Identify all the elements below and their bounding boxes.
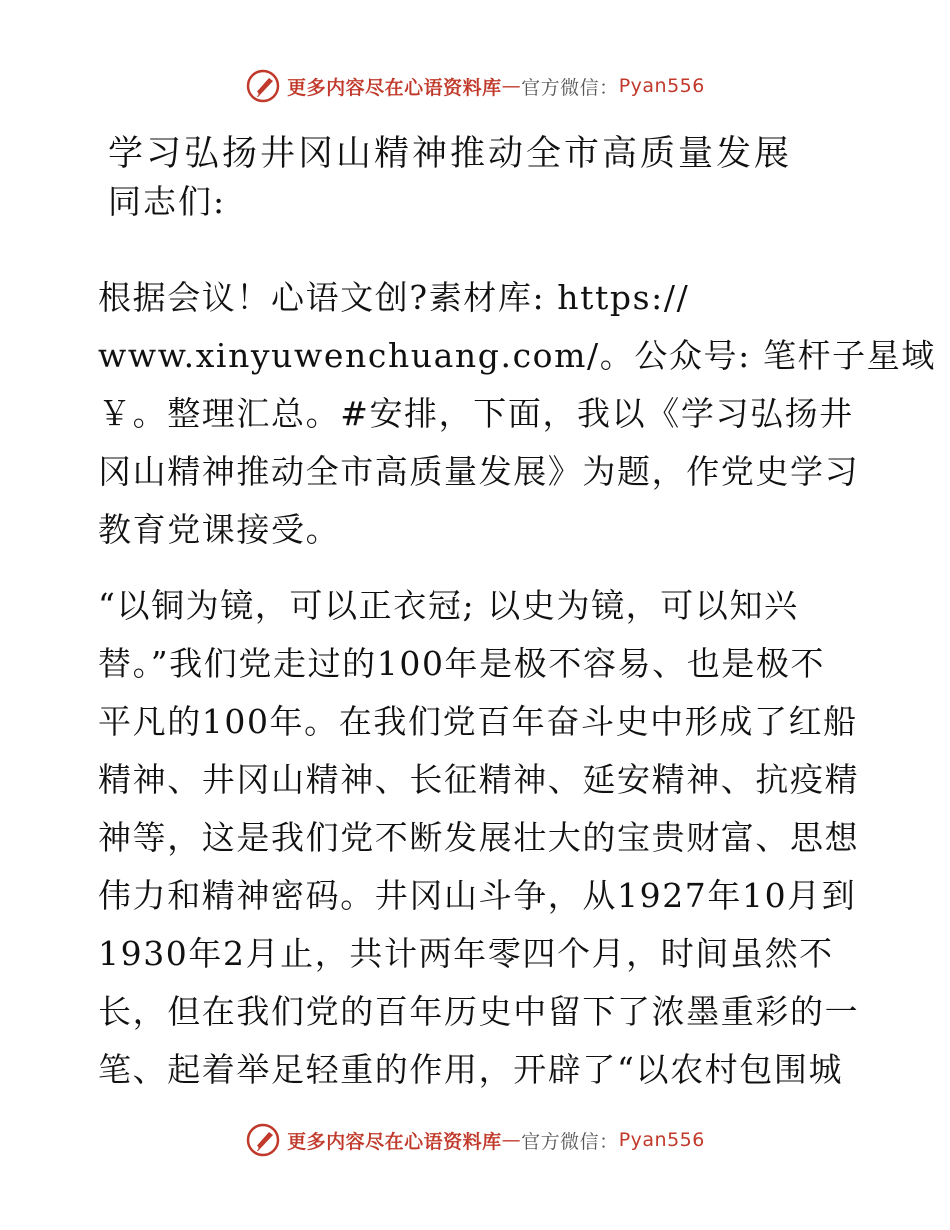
paragraph-1-line: www.xinyuwenchuang.com/。公众号: 笔杆子星域 xyxy=(98,336,936,375)
paragraph-2-line: 1930年2月止，共计两年零四个月，时间虽然不 xyxy=(98,934,834,973)
paragraph-1-line: 冈山精神推动全市高质量发展》为题，作党史学习 xyxy=(98,452,860,491)
paragraph-2-line: 神等，这是我们党不断发展壮大的宝贵财富、思想 xyxy=(98,818,860,857)
document-title: 学习弘扬井冈山精神推动全市高质量发展 xyxy=(108,134,793,174)
watermark-text: 更多内容尽在心语资料库 xyxy=(287,76,502,99)
watermark-separator: — xyxy=(501,1129,522,1151)
watermark-wechat-label: 官方微信： xyxy=(521,1130,619,1153)
watermark-wechat-id: Pyan556 xyxy=(618,75,705,97)
watermark-wechat-label: 官方微信： xyxy=(521,76,619,99)
paragraph-1-line: 根据会议！心语文创?素材库: https:// xyxy=(98,278,690,317)
paragraph-2-line: 笔、起着举足轻重的作用，开辟了“以农村包围城 xyxy=(98,1050,844,1089)
paragraph-2-line: 长，但在我们党的百年历史中留下了浓墨重彩的一 xyxy=(98,992,860,1031)
paragraph-2-line: 替。”我们党走过的100年是极不容易、也是极不 xyxy=(98,644,826,683)
pen-logo-icon xyxy=(245,1122,281,1158)
pen-logo-icon xyxy=(245,68,281,104)
watermark-wechat-id: Pyan556 xyxy=(618,1129,705,1151)
watermark-text: 更多内容尽在心语资料库 xyxy=(287,1130,502,1153)
paragraph-2-line: “以铜为镜，可以正衣冠; 以史为镜，可以知兴 xyxy=(98,586,799,625)
paragraph-2-line: 精神、井冈山精神、长征精神、延安精神、抗疫精 xyxy=(98,760,860,799)
paragraph-1-line: ￥。整理汇总。#安排，下面，我以《学习弘扬井 xyxy=(98,394,854,433)
paragraph-1-line: 教育党课接受。 xyxy=(98,510,341,549)
paragraph-2-line: 平凡的100年。在我们党百年奋斗史中形成了红船 xyxy=(98,702,858,741)
watermark-separator: — xyxy=(501,75,522,97)
footer-watermark xyxy=(0,1122,950,1158)
paragraph-2-line: 伟力和精神密码。井冈山斗争，从1927年10月到 xyxy=(98,876,857,915)
greeting: 同志们: xyxy=(108,182,227,221)
header-watermark xyxy=(0,68,950,104)
